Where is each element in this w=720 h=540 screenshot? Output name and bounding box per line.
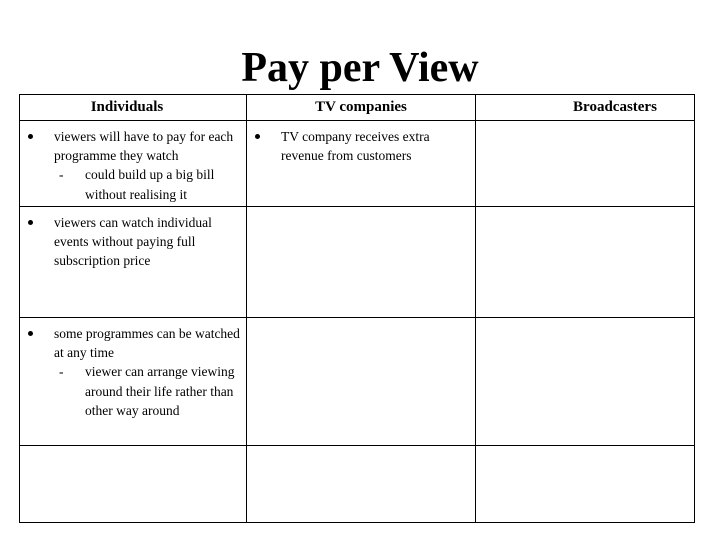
cell-broadcasters-3 (476, 318, 695, 446)
header-broadcasters: Broadcasters (476, 95, 695, 121)
list-item: viewers will have to pay for each programme they watch - could build up a big bill without realising it (20, 127, 246, 204)
table-row (20, 207, 695, 318)
bullet-icon (28, 134, 33, 139)
sub-item: - could build up a big bill without realising it (59, 167, 215, 202)
bullet-icon (28, 331, 33, 336)
cell-individuals-1 (20, 121, 247, 207)
list-item: some programmes can be watched at any time - viewer can arrange viewing around their life rather than other way around (20, 324, 246, 420)
header-row (20, 95, 695, 121)
dash-icon: - (59, 167, 64, 183)
cell-tv-companies-1 (247, 121, 476, 207)
table-row (20, 318, 695, 446)
cell-tv-companies-2 (247, 207, 476, 318)
sub-item: - viewer can arrange viewing around their life rather than other way around (59, 364, 235, 418)
cell-tv-companies-4 (247, 446, 476, 523)
header-tv-companies: TV companies (247, 95, 476, 121)
cell-individuals-2 (20, 207, 247, 318)
bullet-icon (28, 220, 33, 225)
list-item: viewers can watch individual events without paying full subscription price (20, 213, 246, 271)
bullet-icon (255, 134, 260, 139)
table-row (20, 446, 695, 523)
slide-title: Pay per View (241, 45, 479, 91)
header-individuals: Individuals (20, 95, 247, 121)
cell-individuals-4 (20, 446, 247, 523)
table-row (20, 121, 695, 207)
cell-broadcasters-4 (476, 446, 695, 523)
cell-broadcasters-2 (476, 207, 695, 318)
dash-icon: - (59, 364, 64, 380)
cell-broadcasters-1 (476, 121, 695, 207)
cell-tv-companies-3 (247, 318, 476, 446)
cell-individuals-3 (20, 318, 247, 446)
comparison-table (19, 94, 695, 523)
list-item: TV company receives extra revenue from customers (247, 127, 475, 165)
